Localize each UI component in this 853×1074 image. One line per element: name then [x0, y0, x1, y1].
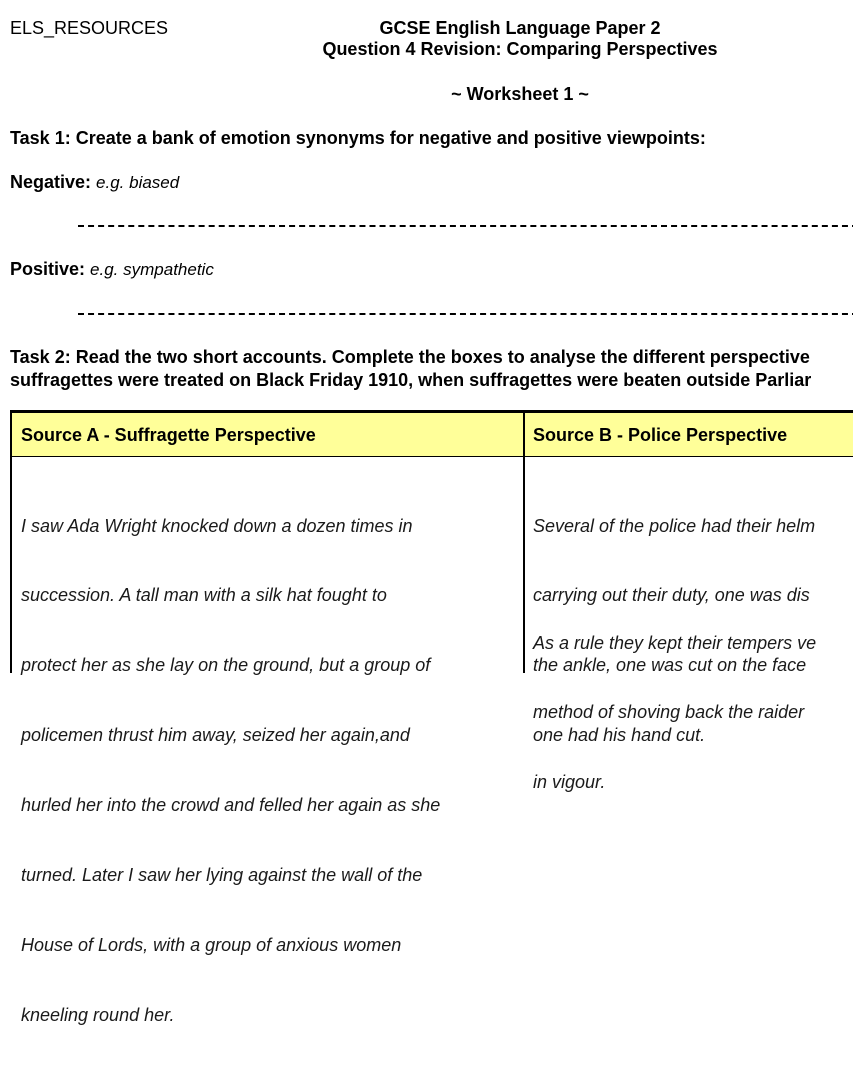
- positive-label: Positive:: [10, 259, 86, 279]
- negative-row: [10, 172, 179, 193]
- source-a-line: kneeling round her.: [21, 1004, 175, 1025]
- source-a-line: hurled her into the crowd and felled her again as she: [21, 795, 441, 816]
- source-a-line: turned. Later I saw her lying against the wall of the: [21, 865, 423, 886]
- positive-row: [10, 259, 214, 280]
- source-b-line: Several of the police had their helm: [533, 515, 816, 536]
- negative-label: Negative:: [10, 172, 92, 192]
- source-a-line: succession. A tall man with a silk hat fought to: [21, 585, 387, 606]
- source-a-line: House of Lords, with a group of anxious women: [21, 934, 402, 955]
- task2-line-1: Task 2: Read the two short accounts. Complete the boxes to analyse the different perspective: [10, 347, 810, 367]
- source-a-header: Source A - Suffragette Perspective: [21, 425, 316, 445]
- source-b-line: As a rule they kept their tempers ve: [533, 632, 817, 653]
- task1-heading: Task 1: Create a bank of emotion synonyms for negative and positive viewpoints:: [10, 128, 706, 148]
- task2-heading: [10, 346, 811, 392]
- perspectives-table: [10, 410, 853, 1025]
- source-label: ELS_RESOURCES: [10, 18, 169, 38]
- column-divider: [523, 413, 525, 673]
- source-a-line: protect her as she lay on the ground, but a group of: [21, 655, 431, 676]
- task2-line-2: suffragettes were treated on Black Friday 1910, when suffragettes were beaten outside Parliar: [10, 370, 812, 390]
- source-b-line: the ankle, one was cut on the face: [533, 655, 807, 676]
- source-a-line: policemen thrust him away, seized her again,and: [21, 725, 410, 746]
- source-b-para-2: [533, 585, 816, 841]
- title-line-1: GCSE English Language Paper 2: [379, 18, 661, 38]
- positive-example: e.g. sympathetic: [90, 260, 214, 279]
- negative-answer-line[interactable]: [78, 225, 853, 227]
- source-b-line: method of shoving back the raider: [533, 702, 805, 723]
- negative-example: e.g. biased: [96, 173, 180, 192]
- page-subtitle: Question 4 Revision: Comparing Perspectives: [322, 39, 718, 59]
- positive-answer-line[interactable]: [78, 313, 853, 315]
- source-b-header: Source B - Police Perspective: [533, 425, 788, 445]
- worksheet-label: ~ Worksheet 1 ~: [451, 84, 589, 104]
- source-b-line: one had his hand cut.: [533, 725, 706, 746]
- source-b-line: carrying out their duty, one was dis: [533, 585, 810, 606]
- page-title: [0, 18, 853, 39]
- source-a-text: [21, 468, 440, 1074]
- source-a-line: I saw Ada Wright knocked down a dozen times in: [21, 515, 413, 536]
- source-b-line: in vigour.: [533, 772, 606, 793]
